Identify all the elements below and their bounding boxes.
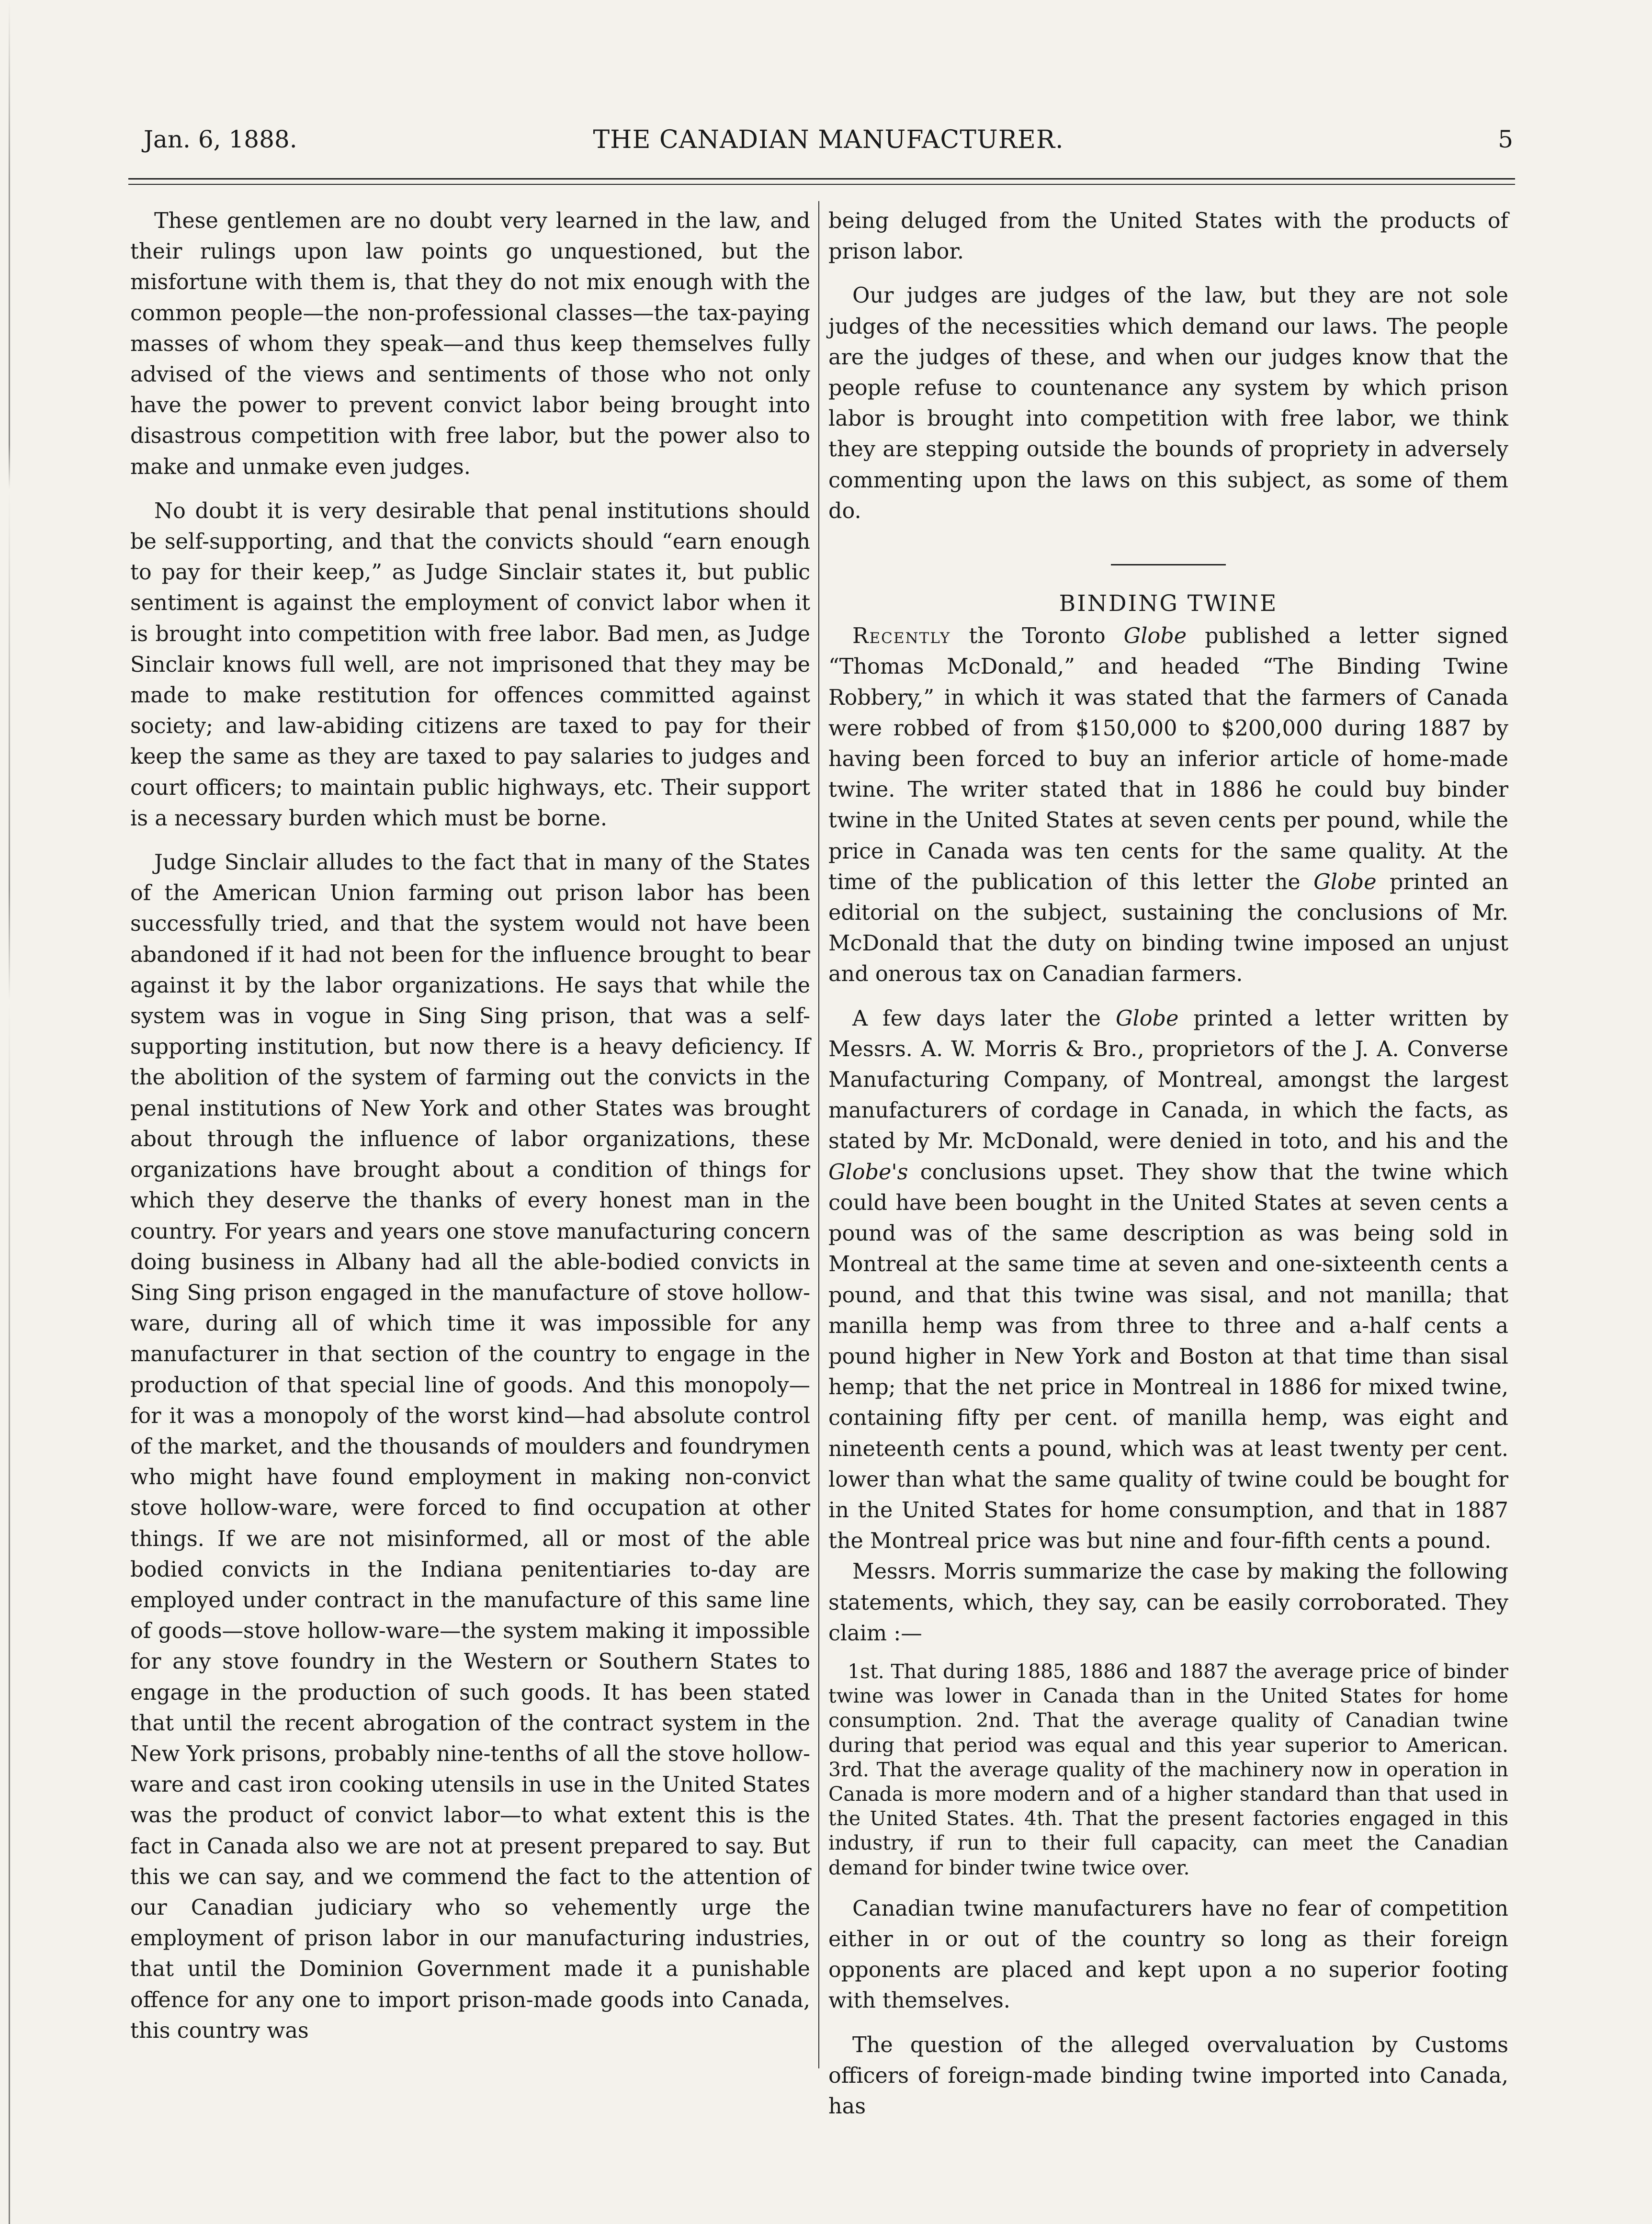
- text-run: published a letter signed “Thomas McDonald,” and headed “The Binding Twine Robbery,” in which it was stated that the farmers of Canada were robbed of from $150,000 to $200,000 during 1887 by having been forced to buy an inferior article of home-made twine. The writer stated that in 1886 he could buy binder twine in the United States at seven cents per pound, while the price in Canada was ten cents for the same quality. At the time of the publication of this letter the: [828, 624, 1508, 894]
- paragraph-our-judges: Our judges are judges of the law, but they are not sole judges of the necessities which demand our laws. The people are the judges of these, and when our judges know that the people refuse to countenance any system by which prison labor is brought into competition with free labor, we think they are stepping outside the bounds of propriety in adversely commenting upon the laws on this subject, as some of them do.: [828, 283, 1508, 523]
- section-title-binding-twine: BINDING TWINE: [1059, 590, 1278, 617]
- text-run: conclusions upset. They show that the twine which could have been bought in the United States at seven cents a pound was of the same description as was being sold in Montreal at the same time at seven and one-sixteenth cents a pound, and that this twine was sisal, and not manilla; that manilla hemp was from three to three and a-half cents a pound higher in New York and Boston at that time than sisal hemp; that the net price in Montreal in 1886 for mixed twine, containing fifty per cent. of manilla hemp, was eight and nineteenth cents a pound, which was at least twenty per cent. lower than what the same quality of twine could be bought for in the United States for home consumption, and that in 1887 the Montreal price was but nine and four-fifth cents a pound.: [828, 1160, 1508, 1554]
- page-header: [144, 125, 1513, 164]
- globe-possessive: Globe's: [828, 1160, 908, 1185]
- issue-date: Jan. 6, 1888.: [144, 125, 297, 153]
- claims-list: 1st. That during 1885, 1886 and 1887 the average price of binder twine was lower in Canada than in the United States for home consumption. 2nd. That the average quality of Canadian twine during that period was equal and this year superior to American. 3rd. That the average quality of the machinery now in operation in Canada is more modern and of a higher standard than that used in the United States. 4th. That the present factories engaged in this industry, if run to their full capacity, can meet the Canadian demand for binder twine twice over.: [828, 1660, 1508, 1879]
- globe-title: Globe: [1115, 1006, 1179, 1031]
- header-rule-top: [128, 178, 1515, 180]
- publication-title: THE CANADIAN MANUFACTURER.: [593, 125, 1064, 154]
- text-run: the Toronto: [950, 624, 1124, 649]
- lead-word: Recently: [852, 624, 951, 649]
- column-divider: [818, 201, 819, 2068]
- section-separator: [1111, 564, 1226, 565]
- scan-edge-shadow: [9, 0, 10, 2224]
- text-run: printed an editorial on the subject, sustaining the conclusions of Mr. McDonald that the duty on binding twine imposed an unjust and onerous tax on Canadian farmers.: [828, 869, 1508, 987]
- paragraph-binding-twine-4: Canadian twine manufacturers have no fear of competition either in or out of the country so long as their foreign opponents are placed and kept upon a no superior footing with themselves.: [828, 1896, 1508, 2013]
- left-column: [130, 206, 810, 2046]
- paragraph-penal-institutions: No doubt it is very desirable that penal institutions should be self-supporting, and that the convicts should “earn enough to pay for their keep,” as Judge Sinclair states it, but public sentiment is against the employment of convict labor when it is brought into competition with free labor. Bad men, as Judge Sinclair knows full well, are not imprisoned that they may be made to make restitution for offences committed against society; and law-abiding citizens are taxed to pay for their keep the same as they are taxed to pay salaries to judges and court officers; to maintain public highways, etc. Their support is a necessary burden which must be borne.: [130, 498, 810, 831]
- paragraph-binding-twine-5: The question of the alleged overvaluation by Customs officers of foreign-made binding twine imported into Canada, has: [828, 2032, 1508, 2119]
- paragraph-continuation: being deluged from the United States with the products of prison labor.: [828, 209, 1508, 264]
- globe-title: Globe: [1123, 624, 1187, 649]
- text-run: A few days later the: [852, 1006, 1116, 1031]
- paragraph-binding-twine-1: [828, 621, 1508, 990]
- paragraph-binding-twine-2: [828, 1004, 1508, 1557]
- paragraph-binding-twine-3: Messrs. Morris summarize the case by making the following statements, which, they say, can be easily corroborated. They claim :—: [828, 1559, 1508, 1646]
- text-run: printed a letter written by Messrs. A. W. Morris & Bro., proprietors of the J. A. Converse Manufacturing Company, of Montreal, amongst the largest manufacturers of cordage in Canada, in which the facts, as stated by Mr. McDonald, were denied in toto, and his and the: [828, 1006, 1508, 1154]
- globe-title: Globe: [1313, 869, 1377, 894]
- paragraph-judges-rulings: These gentlemen are no doubt very learned in the law, and their rulings upon law points go unquestioned, but the misfortune with them is, that they do not mix enough with the common people—the non-professional classes—the tax-paying masses of whom they speak—and thus keep themselves fully advised of the views and sentiments of those who not only have the power to prevent convict labor being brought into disastrous competition with free labor, but the power also to make and unmake even judges.: [130, 209, 810, 479]
- header-rule-bottom: [128, 184, 1515, 185]
- paragraph-judge-sinclair: Judge Sinclair alludes to the fact that in many of the States of the American Union farming out prison labor has been successfully tried, and that the system would not have been abandoned if it had not been for the influence brought to bear against it by the labor organizations. He says that while the system was in vogue in Sing Sing prison, that was a self-supporting institution, but now there is a heavy deficiency. If the abolition of the system of farming out the convicts in the penal institutions of New York and other States was brought about through the influence of labor organizations, these organizations have brought about a condition of things for which they deserve the thanks of every honest man in the country. For years and years one stove manufacturing concern doing business in Albany had all the able-bodied convicts in Sing Sing prison engaged in the manufacture of stove hollow-ware, during all of which time it was impossible for any manufacturer in that section of the country to engage in the production of that special line of goods. And this monopoly—for it was a monopoly of the worst kind—had absolute control of the market, and the thousands of moulders and foundrymen who might have found employment in making non-convict stove hollow-ware, were forced to find occupation at other things. If we are not misinformed, all or most of the able bodied convicts in the Indiana penitentiaries to-day are employed under contract in the manufacture of this same line of goods—stove hollow-ware—the system making it impossible for any stove foundry in the Western or Southern States to engage in the production of such goods. It has been stated that until the recent abrogation of the contract system in the New York prisons, probably nine-tenths of all the stove hollow-ware and cast iron cooking utensils in use in the United States was the product of convict labor—to what extent this is the fact in Canada also we are not at present prepared to say. But this we can say, and we commend the fact to the attention of our Canadian judiciary who so vehemently urge the employment of prison labor in our manufacturing industries, that until the Dominion Government made it a punishable offence for any one to import prison-made goods into Canada, this country was: [130, 850, 810, 2043]
- page-number: 5: [1498, 125, 1513, 153]
- right-column: [828, 206, 1508, 2122]
